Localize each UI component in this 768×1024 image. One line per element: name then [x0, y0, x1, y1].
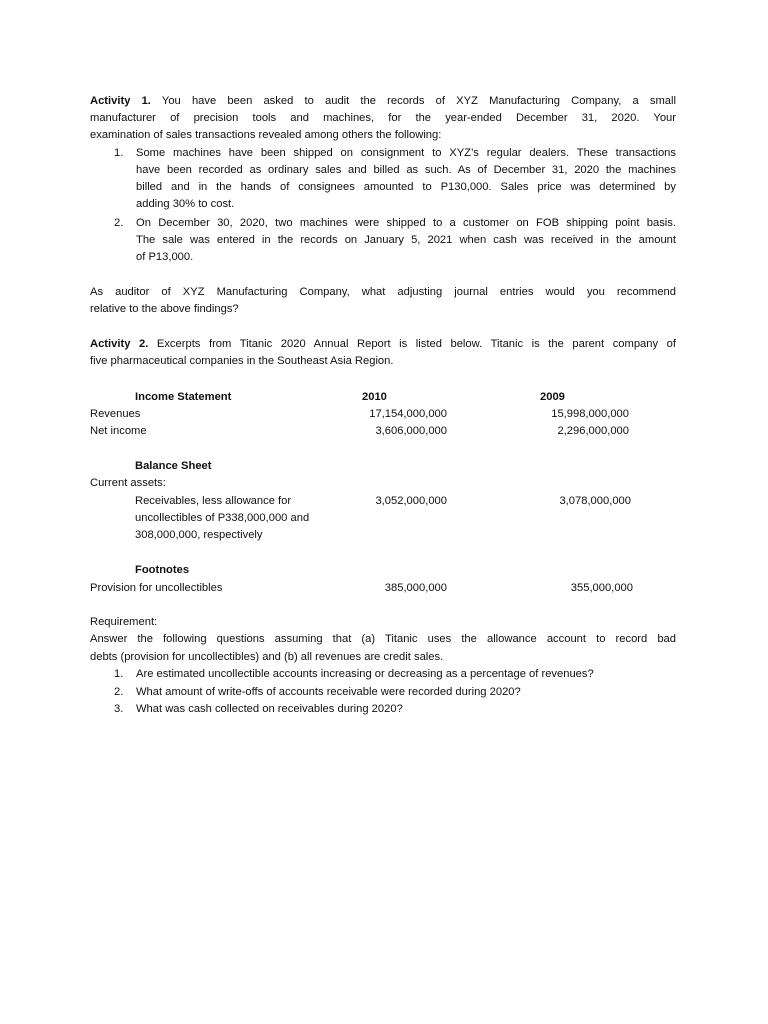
provision-label: Provision for uncollectibles [90, 582, 223, 594]
activity1-question-line-2: relative to the above findings? [90, 303, 239, 315]
question-1-number: 1. [114, 668, 124, 680]
requirement-line-2: debts (provision for uncollectibles) and (b) all revenues are credit sales. [90, 651, 444, 663]
question-3-number: 3. [114, 703, 124, 715]
revenues-2009: 15,998,000,000 [551, 408, 629, 420]
net-income-2010: 3,606,000,000 [375, 425, 447, 437]
net-income-label: Net income [90, 425, 147, 437]
revenues-2010: 17,154,000,000 [369, 408, 447, 420]
activity1-item-2-line-2: The sale was entered in the records on January 5, 2021 when cash was received in the amount [136, 234, 676, 246]
provision-2010: 385,000,000 [384, 582, 447, 594]
balance-sheet-heading: Balance Sheet [135, 460, 212, 472]
activity1-question-line-1: As auditor of XYZ Manufacturing Company, what adjusting journal entries would you recommend [90, 286, 676, 298]
question-2-number: 2. [114, 686, 124, 698]
year-2009-header: 2009 [540, 391, 565, 403]
activity1-item-2-number: 2. [114, 217, 124, 229]
income-statement-heading: Income Statement [135, 391, 232, 403]
activity1-item-1-number: 1. [114, 147, 124, 159]
activity1-item-2-line-3: of P13,000. [136, 251, 194, 263]
year-2010-header: 2010 [362, 391, 387, 403]
receivables-2009: 3,078,000,000 [559, 495, 631, 507]
activity1-item-2-line-1: On December 30, 2020, two machines were shipped to a customer on FOB shipping point basis. [136, 217, 676, 229]
net-income-2009: 2,296,000,000 [557, 425, 629, 437]
activity1-intro-line-1: Activity 1. You have been asked to audit the records of XYZ Manufacturing Company, a small [90, 95, 676, 107]
activity1-item-1-line-3: billed and in the hands of consignees amounted to P130,000. Sales price was determined by [136, 181, 676, 193]
activity2-intro-line-1: Activity 2. Excerpts from Titanic 2020 Annual Report is listed below. Titanic is the parent company of [90, 338, 676, 350]
question-3-text: What was cash collected on receivables during 2020? [136, 703, 403, 715]
footnotes-heading: Footnotes [135, 564, 190, 576]
activity1-item-1-line-2: have been recorded as ordinary sales and billed as such. As of December 31, 2020 the machines [136, 164, 676, 176]
question-1-text: Are estimated uncollectible accounts increasing or decreasing as a percentage of revenues? [136, 668, 594, 680]
revenues-label: Revenues [90, 408, 141, 420]
activity1-intro-line-2: manufacturer of precision tools and machines, for the year-ended December 31, 2020. Your [90, 112, 676, 124]
current-assets-label: Current assets: [90, 477, 166, 489]
activity1-intro-line-3: examination of sales transactions revealed among others the following: [90, 129, 442, 141]
receivables-label-line-2: uncollectibles of P338,000,000 and [135, 512, 310, 524]
requirement-line-1: Answer the following questions assuming that (a) Titanic uses the allowance account to record bad [90, 633, 676, 645]
activity2-label: Activity 2. [90, 338, 149, 350]
question-2-text: What amount of write-offs of accounts receivable were recorded during 2020? [136, 686, 521, 698]
receivables-label-line-1: Receivables, less allowance for [135, 495, 292, 507]
receivables-label-line-3: 308,000,000, respectively [135, 529, 263, 541]
activity1-item-1-line-4: adding 30% to cost. [136, 198, 235, 210]
receivables-2010: 3,052,000,000 [375, 495, 447, 507]
activity1-label: Activity 1. [90, 95, 151, 107]
requirement-heading: Requirement: [90, 616, 158, 628]
activity1-item-1-line-1: Some machines have been shipped on consignment to XYZ’s regular dealers. These transactions [136, 147, 676, 159]
provision-2009: 355,000,000 [570, 582, 633, 594]
activity2-intro-line-2: five pharmaceutical companies in the Southeast Asia Region. [90, 355, 394, 367]
